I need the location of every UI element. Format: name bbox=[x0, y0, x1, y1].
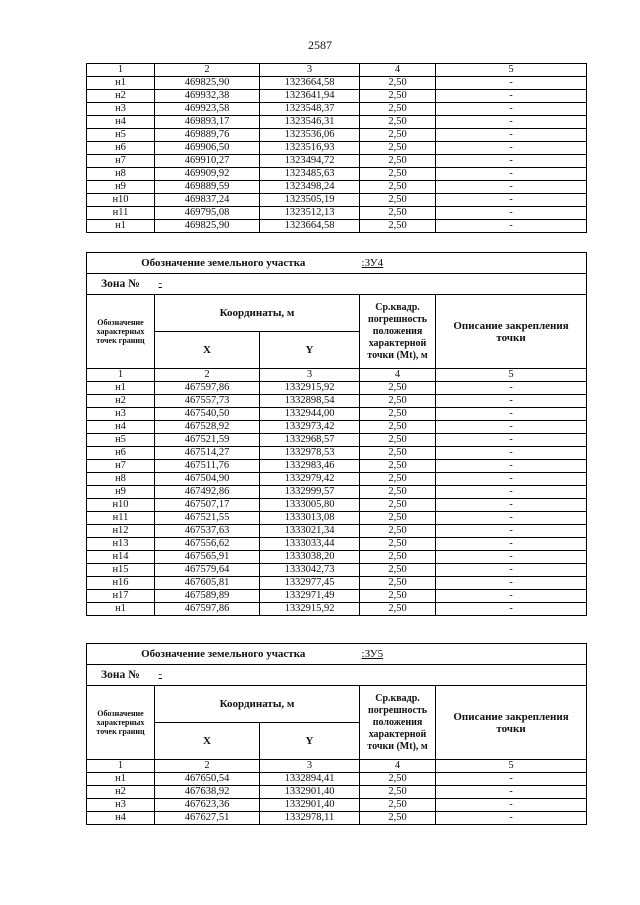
description: - bbox=[436, 499, 587, 512]
column-number: 5 bbox=[436, 369, 587, 382]
description: - bbox=[436, 408, 587, 421]
accuracy: 2,50 bbox=[360, 512, 436, 525]
description: - bbox=[436, 434, 587, 447]
accuracy: 2,50 bbox=[360, 486, 436, 499]
coord-x: 467589,89 bbox=[155, 590, 260, 603]
parcel-value: :ЗУ4 bbox=[360, 253, 587, 274]
description: - bbox=[436, 538, 587, 551]
column-number: 5 bbox=[436, 760, 587, 773]
accuracy: 2,50 bbox=[360, 551, 436, 564]
description: - bbox=[436, 590, 587, 603]
description: - bbox=[436, 447, 587, 460]
point-id: н3 bbox=[87, 408, 155, 421]
header-description: Описание закрепления точки bbox=[436, 295, 587, 369]
point-id: н5 bbox=[87, 129, 155, 142]
accuracy: 2,50 bbox=[360, 168, 436, 181]
point-id: н5 bbox=[87, 434, 155, 447]
coord-y: 1332968,57 bbox=[260, 434, 360, 447]
coord-y: 1323664,58 bbox=[260, 77, 360, 90]
coord-y: 1332901,40 bbox=[260, 799, 360, 812]
description: - bbox=[436, 473, 587, 486]
accuracy: 2,50 bbox=[360, 207, 436, 220]
description: - bbox=[436, 395, 587, 408]
description: - bbox=[436, 799, 587, 812]
point-id: н10 bbox=[87, 499, 155, 512]
table-row bbox=[87, 142, 587, 155]
accuracy: 2,50 bbox=[360, 460, 436, 473]
table-row bbox=[87, 129, 587, 142]
coord-x: 469837,24 bbox=[155, 194, 260, 207]
parcel-label: Обозначение земельного участка bbox=[87, 644, 360, 665]
table-row bbox=[87, 447, 587, 460]
accuracy: 2,50 bbox=[360, 564, 436, 577]
description: - bbox=[436, 577, 587, 590]
accuracy: 2,50 bbox=[360, 473, 436, 486]
column-number: 2 bbox=[155, 369, 260, 382]
accuracy: 2,50 bbox=[360, 421, 436, 434]
zone-label: Зона № bbox=[87, 665, 155, 686]
coord-y: 1332978,11 bbox=[260, 812, 360, 825]
table-row bbox=[87, 773, 587, 786]
table-row bbox=[87, 799, 587, 812]
column-number: 4 bbox=[360, 64, 436, 77]
accuracy: 2,50 bbox=[360, 181, 436, 194]
description: - bbox=[436, 421, 587, 434]
description: - bbox=[436, 564, 587, 577]
accuracy: 2,50 bbox=[360, 799, 436, 812]
description: - bbox=[436, 181, 587, 194]
description: - bbox=[436, 603, 587, 616]
column-number: 2 bbox=[155, 64, 260, 77]
coord-y: 1332894,41 bbox=[260, 773, 360, 786]
table-row bbox=[87, 194, 587, 207]
coord-y: 1323485,63 bbox=[260, 168, 360, 181]
table-row bbox=[87, 460, 587, 473]
table-row bbox=[87, 395, 587, 408]
point-id: н2 bbox=[87, 395, 155, 408]
point-id: н17 bbox=[87, 590, 155, 603]
accuracy: 2,50 bbox=[360, 786, 436, 799]
accuracy: 2,50 bbox=[360, 408, 436, 421]
description: - bbox=[436, 90, 587, 103]
table-row bbox=[87, 382, 587, 395]
accuracy: 2,50 bbox=[360, 77, 436, 90]
parcel-zu5-table bbox=[86, 643, 587, 825]
coord-y: 1332915,92 bbox=[260, 382, 360, 395]
description: - bbox=[436, 129, 587, 142]
point-id: н16 bbox=[87, 577, 155, 590]
description: - bbox=[436, 460, 587, 473]
coord-y: 1332898,54 bbox=[260, 395, 360, 408]
parcel-value: :ЗУ5 bbox=[360, 644, 587, 665]
description: - bbox=[436, 77, 587, 90]
accuracy: 2,50 bbox=[360, 538, 436, 551]
table-row bbox=[87, 499, 587, 512]
parcel-label: Обозначение земельного участка bbox=[87, 253, 360, 274]
coord-y: 1332978,53 bbox=[260, 447, 360, 460]
description: - bbox=[436, 786, 587, 799]
coord-y: 1323505,19 bbox=[260, 194, 360, 207]
point-id: н14 bbox=[87, 551, 155, 564]
description: - bbox=[436, 486, 587, 499]
description: - bbox=[436, 155, 587, 168]
coord-y: 1332901,40 bbox=[260, 786, 360, 799]
coord-x: 467557,73 bbox=[155, 395, 260, 408]
point-id: н13 bbox=[87, 538, 155, 551]
column-number: 1 bbox=[87, 64, 155, 77]
accuracy: 2,50 bbox=[360, 447, 436, 460]
coord-y: 1332977,45 bbox=[260, 577, 360, 590]
coord-x: 469923,58 bbox=[155, 103, 260, 116]
coord-x: 467627,51 bbox=[155, 812, 260, 825]
point-id: н11 bbox=[87, 512, 155, 525]
coord-x: 469889,59 bbox=[155, 181, 260, 194]
coord-y: 1333033,44 bbox=[260, 538, 360, 551]
point-id: н1 bbox=[87, 603, 155, 616]
description: - bbox=[436, 220, 587, 233]
description: - bbox=[436, 773, 587, 786]
accuracy: 2,50 bbox=[360, 116, 436, 129]
table-row bbox=[87, 590, 587, 603]
accuracy: 2,50 bbox=[360, 142, 436, 155]
point-id: н8 bbox=[87, 473, 155, 486]
coord-y: 1323641,94 bbox=[260, 90, 360, 103]
coord-y: 1332915,92 bbox=[260, 603, 360, 616]
description: - bbox=[436, 812, 587, 825]
table-row bbox=[87, 168, 587, 181]
accuracy: 2,50 bbox=[360, 395, 436, 408]
accuracy: 2,50 bbox=[360, 812, 436, 825]
coord-y: 1333005,80 bbox=[260, 499, 360, 512]
header-accuracy: Ср.квадр. погрешность положения характерной точки (Mt), м bbox=[360, 295, 436, 369]
coord-x: 467597,86 bbox=[155, 382, 260, 395]
point-id: н7 bbox=[87, 155, 155, 168]
coord-x: 467650,54 bbox=[155, 773, 260, 786]
coord-x: 469825,90 bbox=[155, 77, 260, 90]
header-x: X bbox=[155, 723, 260, 760]
accuracy: 2,50 bbox=[360, 434, 436, 447]
table-row bbox=[87, 551, 587, 564]
header-accuracy: Ср.квадр. погрешность положения характерной точки (Mt), м bbox=[360, 686, 436, 760]
column-number: 4 bbox=[360, 369, 436, 382]
coord-y: 1332944,00 bbox=[260, 408, 360, 421]
accuracy: 2,50 bbox=[360, 590, 436, 603]
coord-y: 1332999,57 bbox=[260, 486, 360, 499]
point-id: н8 bbox=[87, 168, 155, 181]
coord-y: 1323664,58 bbox=[260, 220, 360, 233]
column-number: 3 bbox=[260, 760, 360, 773]
coord-y: 1323512,13 bbox=[260, 207, 360, 220]
coord-y: 1332983,46 bbox=[260, 460, 360, 473]
header-coords: Координаты, м bbox=[155, 295, 360, 332]
coord-x: 467565,91 bbox=[155, 551, 260, 564]
coord-x: 469893,17 bbox=[155, 116, 260, 129]
coord-x: 469932,38 bbox=[155, 90, 260, 103]
point-id: н2 bbox=[87, 786, 155, 799]
table-row bbox=[87, 220, 587, 233]
point-id: н1 bbox=[87, 773, 155, 786]
header-points: Обозначение характерных точек границ bbox=[87, 686, 155, 760]
description: - bbox=[436, 382, 587, 395]
table-row bbox=[87, 486, 587, 499]
column-number: 3 bbox=[260, 64, 360, 77]
coord-x: 469910,27 bbox=[155, 155, 260, 168]
column-number: 4 bbox=[360, 760, 436, 773]
coordinates-table-continued bbox=[86, 63, 587, 233]
table-row bbox=[87, 408, 587, 421]
table-row bbox=[87, 90, 587, 103]
table-row bbox=[87, 103, 587, 116]
point-id: н9 bbox=[87, 181, 155, 194]
coord-x: 467511,76 bbox=[155, 460, 260, 473]
coord-x: 469906,50 bbox=[155, 142, 260, 155]
coord-x: 469889,76 bbox=[155, 129, 260, 142]
point-id: н6 bbox=[87, 447, 155, 460]
accuracy: 2,50 bbox=[360, 499, 436, 512]
coord-x: 469795,08 bbox=[155, 207, 260, 220]
table-row bbox=[87, 786, 587, 799]
header-points: Обозначение характерных точек границ bbox=[87, 295, 155, 369]
coord-y: 1332973,42 bbox=[260, 421, 360, 434]
coord-y: 1333021,34 bbox=[260, 525, 360, 538]
column-number: 5 bbox=[436, 64, 587, 77]
coord-y: 1323494,72 bbox=[260, 155, 360, 168]
accuracy: 2,50 bbox=[360, 155, 436, 168]
point-id: н10 bbox=[87, 194, 155, 207]
coord-y: 1323498,24 bbox=[260, 181, 360, 194]
coord-x: 467540,50 bbox=[155, 408, 260, 421]
point-id: н4 bbox=[87, 812, 155, 825]
coord-x: 467579,64 bbox=[155, 564, 260, 577]
point-id: н7 bbox=[87, 460, 155, 473]
table-row bbox=[87, 77, 587, 90]
header-y: Y bbox=[260, 723, 360, 760]
coord-y: 1323548,37 bbox=[260, 103, 360, 116]
column-number: 1 bbox=[87, 369, 155, 382]
coord-x: 467605,81 bbox=[155, 577, 260, 590]
accuracy: 2,50 bbox=[360, 194, 436, 207]
point-id: н12 bbox=[87, 525, 155, 538]
point-id: н3 bbox=[87, 103, 155, 116]
column-number: 1 bbox=[87, 760, 155, 773]
coord-x: 467597,86 bbox=[155, 603, 260, 616]
description: - bbox=[436, 116, 587, 129]
point-id: н11 bbox=[87, 207, 155, 220]
accuracy: 2,50 bbox=[360, 577, 436, 590]
description: - bbox=[436, 194, 587, 207]
zone-value: - bbox=[155, 274, 587, 295]
coord-x: 467504,90 bbox=[155, 473, 260, 486]
coord-x: 467623,36 bbox=[155, 799, 260, 812]
column-number: 2 bbox=[155, 760, 260, 773]
coord-y: 1333013,08 bbox=[260, 512, 360, 525]
header-x: X bbox=[155, 332, 260, 369]
accuracy: 2,50 bbox=[360, 525, 436, 538]
coord-y: 1332979,42 bbox=[260, 473, 360, 486]
coord-x: 467537,63 bbox=[155, 525, 260, 538]
point-id: н9 bbox=[87, 486, 155, 499]
coord-x: 469825,90 bbox=[155, 220, 260, 233]
accuracy: 2,50 bbox=[360, 773, 436, 786]
table-row bbox=[87, 564, 587, 577]
coord-x: 467514,27 bbox=[155, 447, 260, 460]
table-row bbox=[87, 434, 587, 447]
accuracy: 2,50 bbox=[360, 220, 436, 233]
coord-y: 1333038,20 bbox=[260, 551, 360, 564]
accuracy: 2,50 bbox=[360, 90, 436, 103]
column-number: 3 bbox=[260, 369, 360, 382]
point-id: н3 bbox=[87, 799, 155, 812]
column-number-row bbox=[87, 760, 587, 773]
coord-x: 467521,55 bbox=[155, 512, 260, 525]
coord-y: 1323546,31 bbox=[260, 116, 360, 129]
table-row bbox=[87, 538, 587, 551]
point-id: н1 bbox=[87, 382, 155, 395]
table-row bbox=[87, 577, 587, 590]
zone-label: Зона № bbox=[87, 274, 155, 295]
description: - bbox=[436, 525, 587, 538]
point-id: н6 bbox=[87, 142, 155, 155]
point-id: н4 bbox=[87, 421, 155, 434]
zone-value: - bbox=[155, 665, 587, 686]
coord-x: 469909,92 bbox=[155, 168, 260, 181]
coord-y: 1323536,06 bbox=[260, 129, 360, 142]
table-row bbox=[87, 207, 587, 220]
coord-x: 467521,59 bbox=[155, 434, 260, 447]
accuracy: 2,50 bbox=[360, 603, 436, 616]
table-row bbox=[87, 812, 587, 825]
parcel-zu4-table bbox=[86, 252, 587, 616]
table-row bbox=[87, 181, 587, 194]
description: - bbox=[436, 142, 587, 155]
column-number-row bbox=[87, 64, 587, 77]
page-number: 2587 bbox=[308, 38, 332, 52]
header-description: Описание закрепления точки bbox=[436, 686, 587, 760]
description: - bbox=[436, 512, 587, 525]
description: - bbox=[436, 551, 587, 564]
description: - bbox=[436, 103, 587, 116]
accuracy: 2,50 bbox=[360, 382, 436, 395]
table-row bbox=[87, 603, 587, 616]
table-row bbox=[87, 116, 587, 129]
description: - bbox=[436, 168, 587, 181]
table-row bbox=[87, 155, 587, 168]
description: - bbox=[436, 207, 587, 220]
coord-x: 467556,62 bbox=[155, 538, 260, 551]
table-row bbox=[87, 421, 587, 434]
point-id: н4 bbox=[87, 116, 155, 129]
accuracy: 2,50 bbox=[360, 129, 436, 142]
coord-x: 467492,86 bbox=[155, 486, 260, 499]
column-number-row bbox=[87, 369, 587, 382]
coord-x: 467528,92 bbox=[155, 421, 260, 434]
table-row bbox=[87, 473, 587, 486]
header-y: Y bbox=[260, 332, 360, 369]
coord-y: 1333042,73 bbox=[260, 564, 360, 577]
coord-x: 467638,92 bbox=[155, 786, 260, 799]
accuracy: 2,50 bbox=[360, 103, 436, 116]
point-id: н15 bbox=[87, 564, 155, 577]
coord-y: 1323516,93 bbox=[260, 142, 360, 155]
table-row bbox=[87, 525, 587, 538]
header-coords: Координаты, м bbox=[155, 686, 360, 723]
point-id: н2 bbox=[87, 90, 155, 103]
coord-x: 467507,17 bbox=[155, 499, 260, 512]
point-id: н1 bbox=[87, 220, 155, 233]
point-id: н1 bbox=[87, 77, 155, 90]
table-row bbox=[87, 512, 587, 525]
coord-y: 1332971,49 bbox=[260, 590, 360, 603]
